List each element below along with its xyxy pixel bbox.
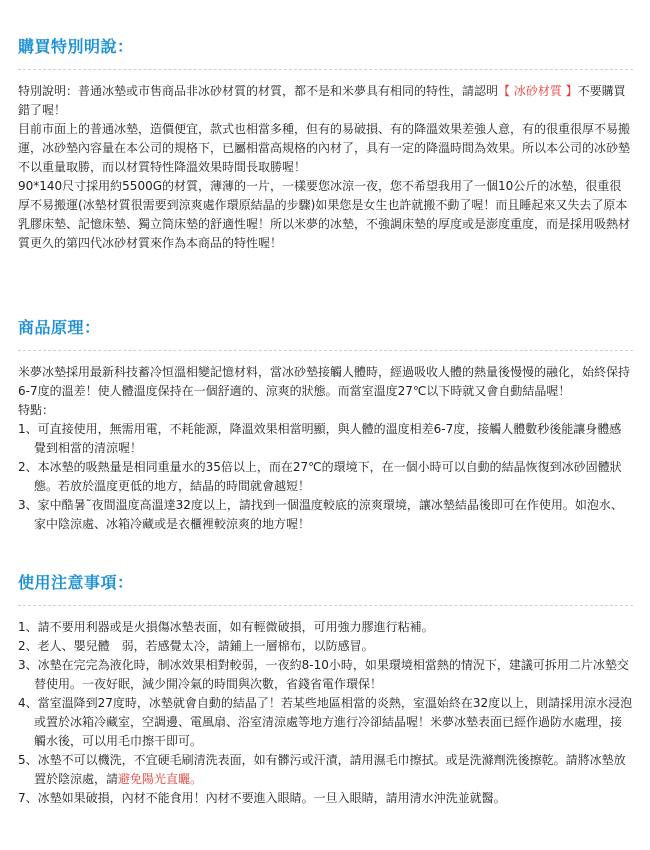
list-item: 1、請不要用利器或是火損傷冰墊表面，如有輕微破損，可用強力膠進行粘補。 xyxy=(18,620,434,634)
purchase-paragraph-1 xyxy=(18,82,633,120)
divider xyxy=(18,605,633,606)
list-item: 2、本冰墊的吸熱量是相同重量水的35倍以上，而在27℃的環境下，在一個小時可以自動的結晶恢復到冰砂固體狀態。若放於溫度更低的地方，結晶的時間就會越短！ xyxy=(18,460,622,493)
purchase-p1-end: 不要購買錯了喔！ xyxy=(18,84,626,117)
list-item: 4、當室溫降到27度時，冰墊就會自動的結晶了！若某些地區相當的炎熱，室溫始終在32度以上，則請採用涼水浸泡或置於冰箱冷藏室，空調邊、電風扇、浴室清涼處等地方進行冷卻結晶喔！米夢冰墊表面已經作過防水處理，接觸水後，可以用毛巾擦干即可。 xyxy=(18,696,633,748)
purchase-heading: 購買特別明說： xyxy=(18,37,134,56)
principle-section xyxy=(18,318,633,534)
list-item xyxy=(18,751,633,789)
list-item: 2、老人、嬰兒體 弱，若感覺太冷，請鋪上一層棉布，以防感冒。 xyxy=(18,639,374,653)
list-item: 1、可直接使用，無需用電，不耗能源，降溫效果相當明顯，與人體的溫度相差6-7度，接觸人體數秒後能讓身體感覺到相當的清涼喔！ xyxy=(18,422,622,455)
features-label: 特點： xyxy=(18,403,55,417)
notes-list xyxy=(18,618,633,808)
note-5-text: 5、冰墊不可以機洗，不宜硬毛刷清洗表面，如有髒污或汗漬，請用濕毛巾擦拭。或是洗滌劑洗後擦乾。請將冰墊放置於陰涼處，請 xyxy=(18,753,626,786)
purchase-paragraph-3: 90*140尺寸採用約5500G的材質，薄薄的一片，一樣要您冰涼一夜，您不希望我用了一個10公斤的冰墊，很重很厚不易搬運(冰墊材質很需要到涼爽處作環原結晶的步驟)如果您是女生也許就搬不動了喔！而且睡起來又失去了原本乳膠床墊、記憶床墊、獨立筒床墊的舒適性喔！所以米夢的冰墊，不強調床墊的厚度或是澎度重度，而是採用吸熱材質更久的第四代冰砂材質來作為本商品的特性喔！ xyxy=(18,179,631,250)
notes-section xyxy=(18,573,633,808)
features-list xyxy=(18,420,633,534)
principle-paragraph: 米夢冰墊採用最新科技蓄冷恒溫相變記憶材料，當冰砂墊接觸人體時，經過吸收人體的熱量後慢慢的融化，始終保持6-7度的溫差！使人體溫度保持在一個舒適的、涼爽的狀態。而當室溫度27℃以下時就又會自動結晶喔！ xyxy=(18,365,631,398)
divider xyxy=(18,69,633,70)
list-item: 7、冰墊如果破損，內材不能食用！內材不要進入眼睛。一旦入眼睛，請用清水沖洗並就醫。 xyxy=(18,791,506,805)
purchase-p1-text: 特別說明：普通冰墊或市售商品非冰砂材質的材質，都不是和米夢具有相同的特性，請認明 xyxy=(18,84,499,98)
purchase-paragraph-2: 目前市面上的普通冰墊，造價便宜，款式也相當多種，但有的易破損、有的降溫效果差強人意，有的很重很厚不易搬運，冰砂墊內容量在本公司的規格下，已屬相當高規格的內材了，具有一定的降溫時間為效果。所以本公司的冰砂墊不以重量取勝，而以材質特性降溫效果時間長取勝喔！ xyxy=(18,122,631,174)
principle-heading: 商品原理： xyxy=(18,318,101,337)
notes-heading: 使用注意事項： xyxy=(18,573,134,592)
divider xyxy=(18,350,633,351)
avoid-sunlight-highlight: 避免陽光直曬。 xyxy=(118,772,203,786)
purchase-section xyxy=(18,37,633,253)
ice-sand-highlight: 【 冰砂材質 】 xyxy=(498,84,578,98)
list-item: 3、冰墊在完完為液化時，制冰效果相對較弱，一夜約8-10小時，如果環境相當熱的情況下，建議可拆用二片冰墊交替使用。一夜好眠，減少開冷氣的時間與次數，省錢省電作環保！ xyxy=(18,658,629,691)
list-item: 3、家中酷暑˜夜間溫度高溫達32度以上，請找到一個溫度較底的涼爽環境，讓冰墊結晶後即可在作使用。如泡水、家中陰涼處、冰箱冷藏或是衣櫃裡較涼爽的地方喔！ xyxy=(18,498,623,531)
